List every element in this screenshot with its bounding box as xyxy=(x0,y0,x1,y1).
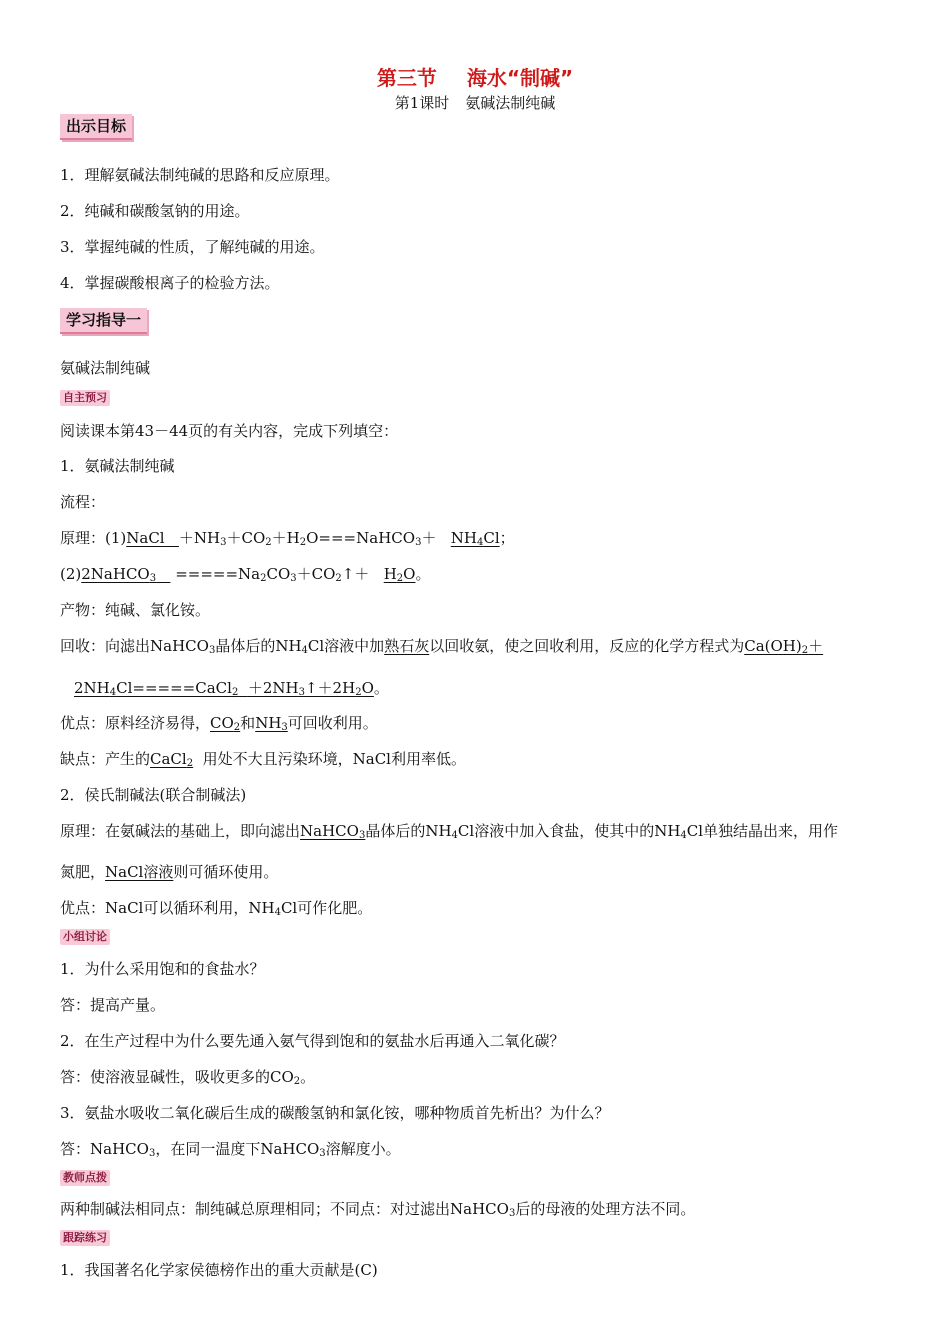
blank-cacl2: CaCl$_2$ xyxy=(150,750,194,769)
lesson-subtitle xyxy=(0,92,950,113)
blank-nacl-solution: NaCl溶液 xyxy=(105,863,174,881)
section-number: 第三节 xyxy=(376,66,437,90)
practice-question-1: 1．我国著名化学家侯德榜作出的重大贡献是(C) xyxy=(60,1261,378,1279)
practice-tag: 跟踪练习 xyxy=(60,1230,110,1246)
blank-caoh2: $Ca(OH)_2+$ xyxy=(744,637,824,656)
recycle-equation: $2NH_4Cl=====CaCl_2$ $+2NH_3↑+2H_2O$。 xyxy=(74,679,389,698)
preview-tag: 自主预习 xyxy=(60,390,110,406)
discussion-tag: 小组讨论 xyxy=(60,929,110,945)
objective-2: 2．纯碱和碳酸氢钠的用途。 xyxy=(60,202,250,220)
section-name: 海水“制碱” xyxy=(466,66,574,90)
blank-slaked-lime: 熟石灰 xyxy=(384,637,430,655)
disadvantage-line: 缺点：产生的CaCl$_2$ 用处不大且污染环境，NaCl利用率低。 xyxy=(60,750,466,769)
hou-advantage-line: 优点：NaCl可以循环利用，$NH_4Cl$可作化肥。 xyxy=(60,899,373,918)
item-ammonia-soda: 1．氨碱法制纯碱 xyxy=(60,457,175,475)
discussion-question-3: 3．氨盐水吸收二氧化碳后生成的碳酸氢钠和氯化铵，哪种物质首先析出？为什么？ xyxy=(60,1104,610,1122)
advantage-line: 优点：原料经济易得，$CO_2$和$NH_3$可回收利用。 xyxy=(60,714,378,733)
blank-hou-nahco3: NaHCO$_3$ xyxy=(300,822,366,841)
reading-instruction: 阅读课本第43－44页的有关内容，完成下列填空： xyxy=(60,422,399,440)
item-hou-method: 2．侯氏制碱法(联合制碱法) xyxy=(60,786,247,804)
discussion-answer-3: 答：NaHCO$_3$，在同一温度下NaHCO$_3$溶解度小。 xyxy=(60,1140,401,1159)
blank-nh4cl: $NH_4Cl$ xyxy=(450,529,500,548)
discussion-answer-2: 答：使溶液显碱性，吸收更多的$CO_2$。 xyxy=(60,1068,316,1087)
objectives-tag: 出示目标 xyxy=(60,114,132,140)
objective-1: 1．理解氨碱法制纯碱的思路和反应原理。 xyxy=(60,166,340,184)
flow-label: 流程： xyxy=(60,493,106,511)
guide-one-tag: 学习指导一 xyxy=(60,308,147,334)
objective-3: 3．掌握纯碱的性质，了解纯碱的用途。 xyxy=(60,238,325,256)
section-title xyxy=(0,62,950,91)
blank-h2o: $H_2O$ xyxy=(383,565,416,584)
blank-nacl: NaCl xyxy=(126,529,165,547)
guide-heading: 氨碱法制纯碱 xyxy=(60,359,151,377)
discussion-question-1: 1．为什么采用饱和的食盐水？ xyxy=(60,960,265,978)
discussion-answer-1: 答：提高产量。 xyxy=(60,996,166,1014)
blank-co2: $CO_2$ xyxy=(210,714,241,733)
teacher-note: 两种制碱法相同点：制纯碱总原理相同；不同点：对过滤出NaHCO$_3$后的母液的处理方法不同。 xyxy=(60,1200,696,1219)
blank-nahco3: 2NaHCO$_3$ xyxy=(81,565,157,584)
hou-principle-line: 原理：在氨碱法的基础上，即向滤出NaHCO$_3$晶体后的$NH_4Cl$溶液中加入食盐，使其中的$NH_4Cl$单独结晶出来，用作 xyxy=(60,822,839,841)
teacher-tag: 教师点拨 xyxy=(60,1170,110,1186)
hou-principle-cont: 氮肥，NaCl溶液则可循环使用。 xyxy=(60,863,279,881)
recycle-line: 回收：向滤出NaHCO$_3$晶体后的$NH_4Cl$溶液中加熟石灰以回收氨，使之回收利用，反应的化学方程式为$Ca(OH)_2+$ xyxy=(60,637,824,656)
product-line: 产物：纯碱、氯化铵。 xyxy=(60,601,211,619)
lesson-topic: 氨碱法制纯碱 xyxy=(465,94,556,112)
blank-recycle-equation: $2NH_4Cl=====CaCl_2$ $+2NH_3↑+2H_2O$ xyxy=(74,679,374,698)
principle-equation-1: 原理：(1)NaCl $+NH_3+CO_2+H_2O===NaHCO_3+$ $NH_4Cl$； xyxy=(60,529,515,548)
lesson-number: 第1课时 xyxy=(394,94,450,112)
discussion-question-2: 2．在生产过程中为什么要先通入氨气得到饱和的氨盐水后再通入二氧化碳？ xyxy=(60,1032,565,1050)
objective-4: 4．掌握碳酸根离子的检验方法。 xyxy=(60,274,280,292)
blank-nh3: $NH_3$ xyxy=(255,714,288,733)
principle-equation-2: (2)2NaHCO$_3$ $=====Na_2CO_3+CO_2↑+$ $H_2O$。 xyxy=(60,565,431,584)
